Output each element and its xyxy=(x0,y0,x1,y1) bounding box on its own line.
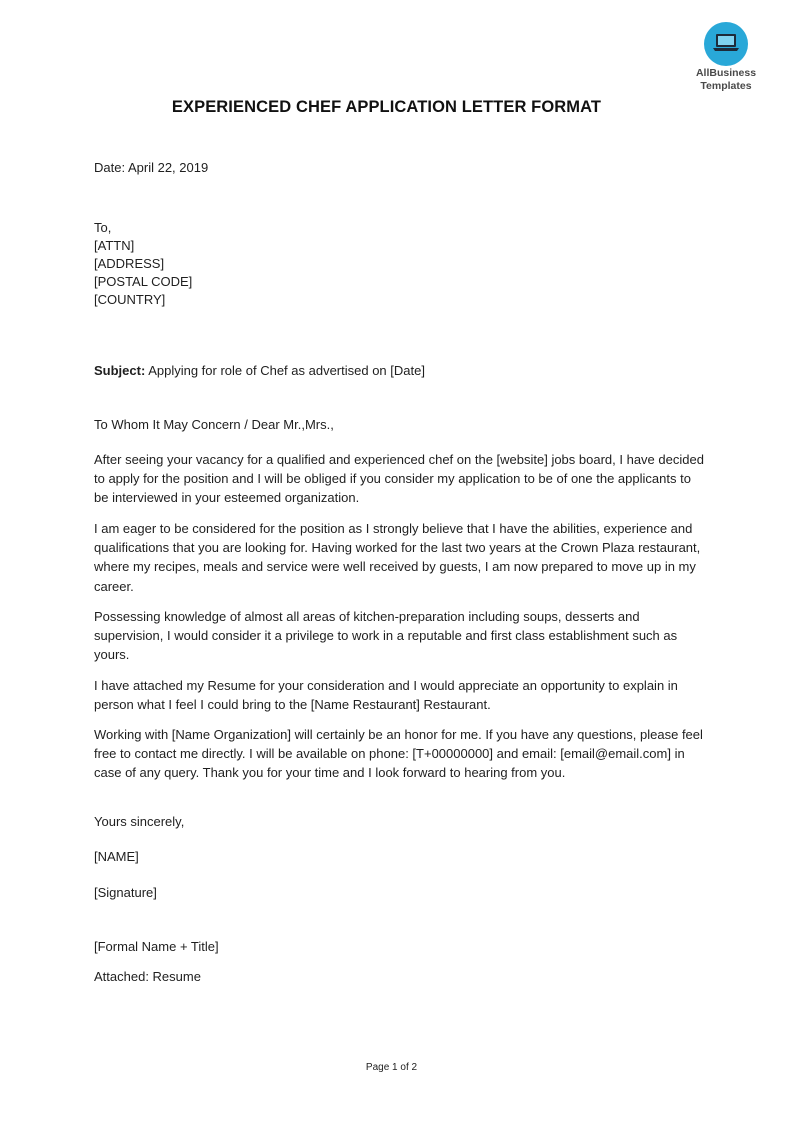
paragraph-2: I am eager to be considered for the position as I strongly believe that I have the abilities, experience and qualifications that you are looking for. Having worked for the last two years at the Crown Plaza restaurant, where my recipes, meals and service were well received by guests, I am now prepared to move up in my career. xyxy=(94,521,701,594)
recipient-address: [ADDRESS] xyxy=(94,256,165,271)
recipient-to: To, xyxy=(94,220,112,235)
recipient-postal: [POSTAL CODE] xyxy=(94,274,193,289)
subject-text: Applying for role of Chef as advertised on [Date] xyxy=(145,363,425,378)
paragraph-5: Working with [Name Organization] will certainly be an honor for me. If you have any questions, please feel free to contact me directly. I will be available on phone: [T+00000000] and email: [email@email.com] in case of any query. Thank you for your time and I look forward to hearing from you. xyxy=(94,727,703,781)
subject-line xyxy=(94,362,425,380)
formal-name-title: [Formal Name + Title] xyxy=(94,939,219,954)
signature: [Signature] xyxy=(94,885,157,900)
attachment-note: Attached: Resume xyxy=(94,969,201,984)
subject-label: Subject: xyxy=(94,363,146,378)
laptop-icon xyxy=(712,32,740,54)
paragraph-4: I have attached my Resume for your consideration and I would appreciate an opportunity to explain in person what I feel I could bring to the [Name Restaurant] Restaurant. xyxy=(94,678,678,713)
page-number: Page 1 of 2 xyxy=(365,1062,418,1073)
paragraph-1: After seeing your vacancy for a qualified and experienced chef on the [website] jobs board, I have decided to apply for the position and I will be obliged if you consider my application to be of one the applicants to be interviewed in your esteemed organization. xyxy=(94,452,704,506)
letter-date: Date: April 22, 2019 xyxy=(94,160,209,175)
logo-badge xyxy=(704,22,748,66)
recipient-country: [COUNTRY] xyxy=(94,292,166,307)
document-title: EXPERIENCED CHEF APPLICATION LETTER FORMAT xyxy=(171,98,602,116)
paragraph-3: Possessing knowledge of almost all areas of kitchen-preparation including soups, desserts and supervision, I would consider it a privilege to work in a reputable and first class establishment such as yours. xyxy=(94,609,678,663)
sender-name: [NAME] xyxy=(94,849,139,864)
closing: Yours sincerely, xyxy=(94,814,185,829)
salutation: To Whom It May Concern / Dear Mr.,Mrs., xyxy=(94,417,334,432)
recipient-attn: [ATTN] xyxy=(94,238,135,253)
recipient-block xyxy=(94,219,192,309)
logo-text-line2: Templates xyxy=(700,80,752,92)
brand-logo xyxy=(690,22,762,92)
logo-text-line1: AllBusiness xyxy=(695,67,757,79)
